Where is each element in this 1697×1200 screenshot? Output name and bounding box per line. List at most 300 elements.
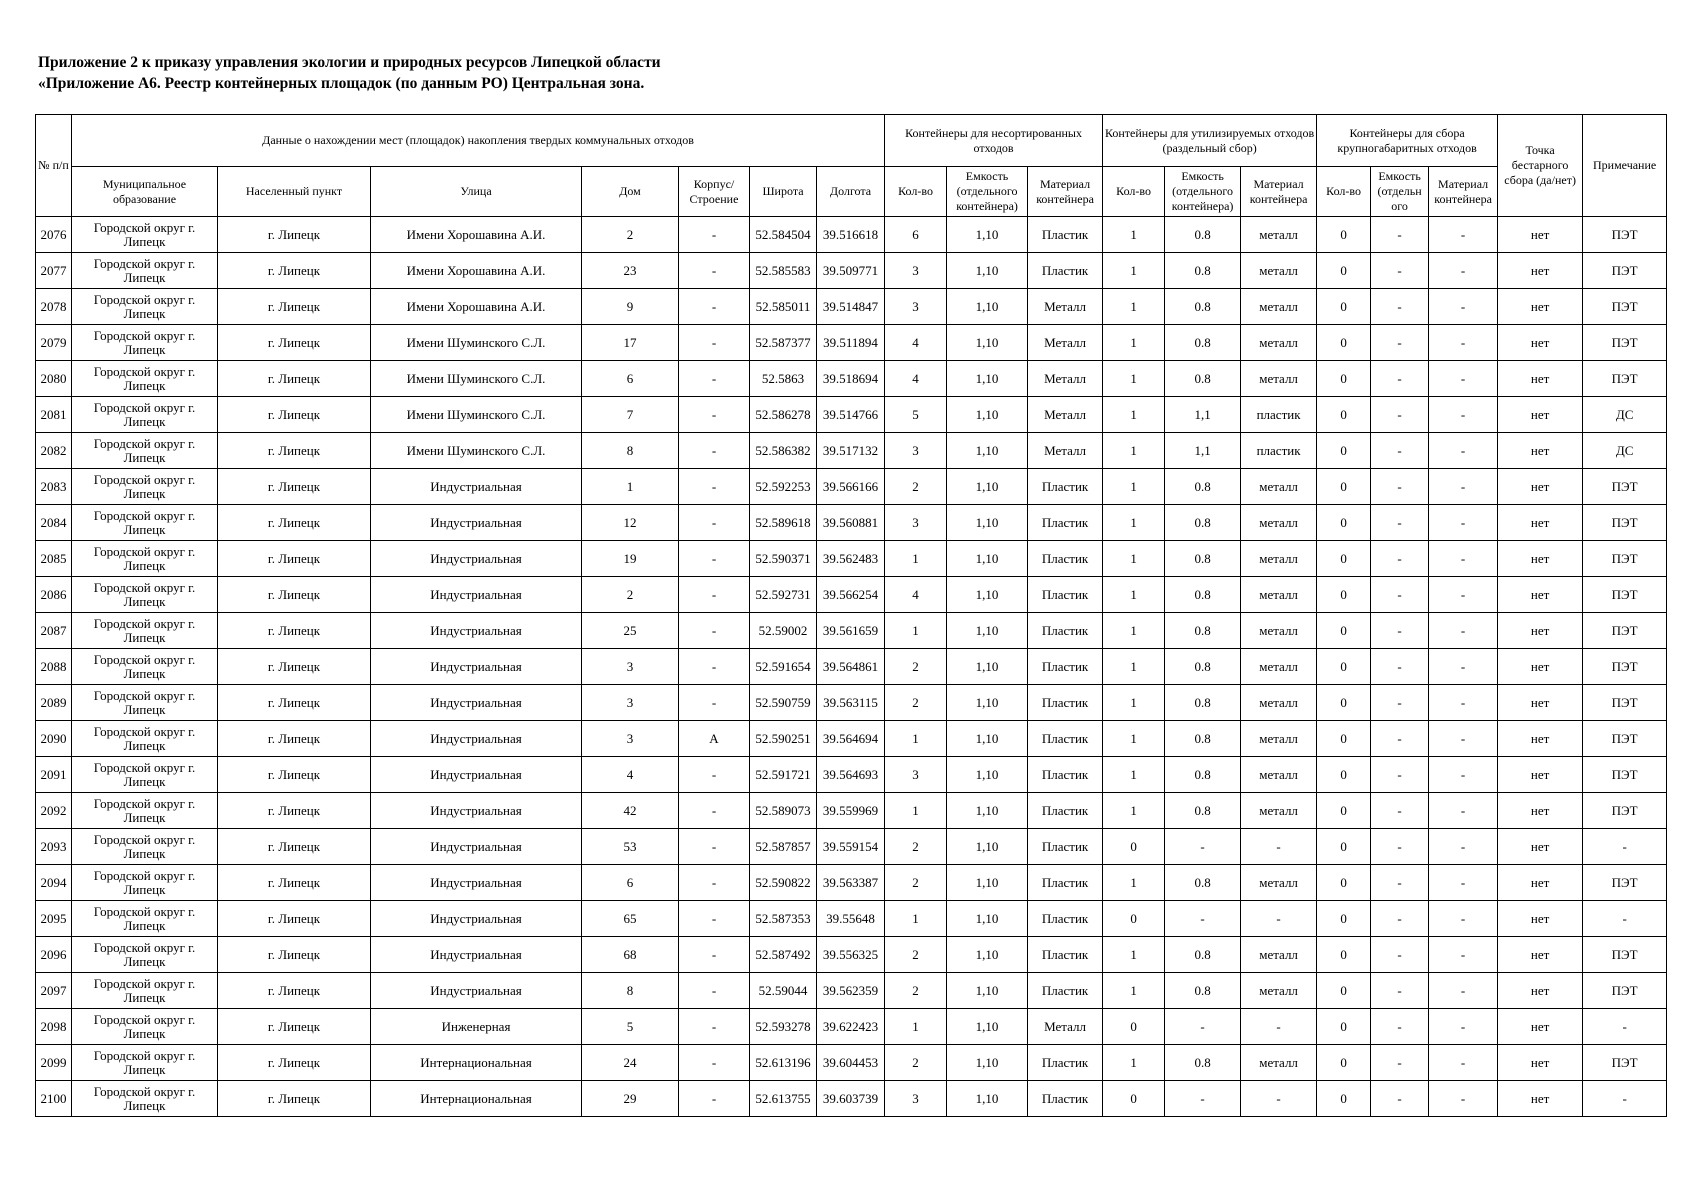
- note-cell: ПЭТ: [1583, 865, 1667, 901]
- row-number: 2100: [36, 1081, 72, 1117]
- bulky-count-cell: 0: [1317, 217, 1371, 253]
- unsorted-capacity-cell: 1,10: [947, 721, 1028, 757]
- unsorted-count-cell: 3: [885, 505, 947, 541]
- recycled-count-cell: 1: [1103, 757, 1165, 793]
- bulky-capacity-cell: -: [1371, 1045, 1429, 1081]
- recycled-material-cell: пластик: [1241, 397, 1317, 433]
- row-number: 2093: [36, 829, 72, 865]
- unsorted-count-cell: 2: [885, 685, 947, 721]
- bulky-material-cell: -: [1429, 289, 1498, 325]
- header-unsorted-material: Материал контейнера: [1028, 167, 1103, 217]
- table-row: [36, 325, 1667, 361]
- settlement-cell: г. Липецк: [218, 649, 371, 685]
- street-cell: Индустриальная: [371, 505, 582, 541]
- settlement-cell: г. Липецк: [218, 361, 371, 397]
- bagless-cell: нет: [1498, 793, 1583, 829]
- unsorted-count-cell: 2: [885, 1045, 947, 1081]
- recycled-material-cell: металл: [1241, 865, 1317, 901]
- row-number: 2092: [36, 793, 72, 829]
- row-number: 2091: [36, 757, 72, 793]
- municipality-cell: Городской округ г. Липецк: [72, 217, 218, 253]
- header-street: Улица: [371, 167, 582, 217]
- settlement-cell: г. Липецк: [218, 217, 371, 253]
- unsorted-capacity-cell: 1,10: [947, 1009, 1028, 1045]
- note-cell: ДС: [1583, 433, 1667, 469]
- bulky-capacity-cell: -: [1371, 793, 1429, 829]
- note-cell: ПЭТ: [1583, 217, 1667, 253]
- latitude-cell: 52.613755: [750, 1081, 817, 1117]
- recycled-capacity-cell: 0.8: [1165, 505, 1241, 541]
- bagless-cell: нет: [1498, 289, 1583, 325]
- recycled-capacity-cell: 0.8: [1165, 793, 1241, 829]
- table-row: [36, 289, 1667, 325]
- table-row: [36, 721, 1667, 757]
- bagless-cell: нет: [1498, 865, 1583, 901]
- unsorted-material-cell: Металл: [1028, 433, 1103, 469]
- unsorted-count-cell: 4: [885, 325, 947, 361]
- unsorted-material-cell: Пластик: [1028, 721, 1103, 757]
- bulky-material-cell: -: [1429, 757, 1498, 793]
- bulky-capacity-cell: -: [1371, 505, 1429, 541]
- settlement-cell: г. Липецк: [218, 289, 371, 325]
- bulky-material-cell: -: [1429, 613, 1498, 649]
- bulky-capacity-cell: -: [1371, 289, 1429, 325]
- row-number: 2099: [36, 1045, 72, 1081]
- header-bulky-capacity: Емкость (отдельн ого: [1371, 167, 1429, 217]
- municipality-cell: Городской округ г. Липецк: [72, 1009, 218, 1045]
- unsorted-count-cell: 1: [885, 793, 947, 829]
- bulky-capacity-cell: -: [1371, 973, 1429, 1009]
- latitude-cell: 52.585011: [750, 289, 817, 325]
- recycled-count-cell: 1: [1103, 217, 1165, 253]
- recycled-capacity-cell: 0.8: [1165, 865, 1241, 901]
- bagless-cell: нет: [1498, 649, 1583, 685]
- unsorted-material-cell: Пластик: [1028, 829, 1103, 865]
- municipality-cell: Городской округ г. Липецк: [72, 613, 218, 649]
- building-cell: -: [679, 685, 750, 721]
- bagless-cell: нет: [1498, 361, 1583, 397]
- header-num: № п/п: [36, 115, 72, 217]
- unsorted-count-cell: 3: [885, 253, 947, 289]
- row-number: 2095: [36, 901, 72, 937]
- header-unsorted-group: Контейнеры для несортированных отходов: [885, 115, 1103, 167]
- unsorted-count-cell: 3: [885, 1081, 947, 1117]
- house-cell: 9: [582, 289, 679, 325]
- house-cell: 3: [582, 649, 679, 685]
- header-recycled-group: Контейнеры для утилизируемых отходов (раздельный сбор): [1103, 115, 1317, 167]
- house-cell: 3: [582, 685, 679, 721]
- longitude-cell: 39.563387: [817, 865, 885, 901]
- note-cell: ПЭТ: [1583, 505, 1667, 541]
- container-registry-table: [35, 114, 1667, 1117]
- longitude-cell: 39.562359: [817, 973, 885, 1009]
- unsorted-capacity-cell: 1,10: [947, 325, 1028, 361]
- note-cell: -: [1583, 829, 1667, 865]
- recycled-count-cell: 1: [1103, 721, 1165, 757]
- house-cell: 65: [582, 901, 679, 937]
- recycled-capacity-cell: 0.8: [1165, 937, 1241, 973]
- unsorted-capacity-cell: 1,10: [947, 649, 1028, 685]
- unsorted-material-cell: Пластик: [1028, 217, 1103, 253]
- settlement-cell: г. Липецк: [218, 721, 371, 757]
- note-cell: ПЭТ: [1583, 793, 1667, 829]
- bulky-capacity-cell: -: [1371, 829, 1429, 865]
- unsorted-count-cell: 2: [885, 829, 947, 865]
- unsorted-material-cell: Металл: [1028, 397, 1103, 433]
- unsorted-capacity-cell: 1,10: [947, 541, 1028, 577]
- recycled-count-cell: 1: [1103, 361, 1165, 397]
- note-cell: -: [1583, 1081, 1667, 1117]
- unsorted-capacity-cell: 1,10: [947, 757, 1028, 793]
- row-number: 2079: [36, 325, 72, 361]
- recycled-count-cell: 1: [1103, 397, 1165, 433]
- table-row: [36, 253, 1667, 289]
- building-cell: -: [679, 649, 750, 685]
- building-cell: -: [679, 1045, 750, 1081]
- bulky-count-cell: 0: [1317, 1045, 1371, 1081]
- longitude-cell: 39.561659: [817, 613, 885, 649]
- street-cell: Имени Шуминского С.Л.: [371, 433, 582, 469]
- row-number: 2078: [36, 289, 72, 325]
- note-cell: ПЭТ: [1583, 685, 1667, 721]
- bulky-material-cell: -: [1429, 505, 1498, 541]
- row-number: 2085: [36, 541, 72, 577]
- row-number: 2086: [36, 577, 72, 613]
- recycled-count-cell: 1: [1103, 289, 1165, 325]
- building-cell: -: [679, 217, 750, 253]
- note-cell: ПЭТ: [1583, 325, 1667, 361]
- table-row: [36, 973, 1667, 1009]
- note-cell: ПЭТ: [1583, 577, 1667, 613]
- bulky-count-cell: 0: [1317, 721, 1371, 757]
- bulky-capacity-cell: -: [1371, 577, 1429, 613]
- row-number: 2098: [36, 1009, 72, 1045]
- longitude-cell: 39.564694: [817, 721, 885, 757]
- unsorted-count-cell: 1: [885, 541, 947, 577]
- document-title: [38, 52, 661, 94]
- building-cell: -: [679, 829, 750, 865]
- bulky-count-cell: 0: [1317, 1081, 1371, 1117]
- latitude-cell: 52.591721: [750, 757, 817, 793]
- recycled-capacity-cell: 0.8: [1165, 217, 1241, 253]
- recycled-capacity-cell: 0.8: [1165, 973, 1241, 1009]
- recycled-count-cell: 1: [1103, 865, 1165, 901]
- settlement-cell: г. Липецк: [218, 901, 371, 937]
- recycled-material-cell: металл: [1241, 793, 1317, 829]
- bulky-count-cell: 0: [1317, 685, 1371, 721]
- recycled-count-cell: 0: [1103, 829, 1165, 865]
- municipality-cell: Городской округ г. Липецк: [72, 973, 218, 1009]
- bulky-material-cell: -: [1429, 685, 1498, 721]
- bulky-count-cell: 0: [1317, 505, 1371, 541]
- municipality-cell: Городской округ г. Липецк: [72, 901, 218, 937]
- note-cell: ПЭТ: [1583, 361, 1667, 397]
- table-row: [36, 577, 1667, 613]
- house-cell: 23: [582, 253, 679, 289]
- house-cell: 7: [582, 397, 679, 433]
- bulky-count-cell: 0: [1317, 325, 1371, 361]
- latitude-cell: 52.584504: [750, 217, 817, 253]
- unsorted-count-cell: 4: [885, 361, 947, 397]
- bulky-count-cell: 0: [1317, 397, 1371, 433]
- header-bulky-count: Кол-во: [1317, 167, 1371, 217]
- row-number: 2089: [36, 685, 72, 721]
- bulky-capacity-cell: -: [1371, 361, 1429, 397]
- recycled-capacity-cell: -: [1165, 1009, 1241, 1045]
- note-cell: ПЭТ: [1583, 253, 1667, 289]
- recycled-count-cell: 1: [1103, 973, 1165, 1009]
- table-row: [36, 1081, 1667, 1117]
- longitude-cell: 39.566166: [817, 469, 885, 505]
- latitude-cell: 52.59002: [750, 613, 817, 649]
- recycled-material-cell: металл: [1241, 505, 1317, 541]
- unsorted-capacity-cell: 1,10: [947, 433, 1028, 469]
- unsorted-capacity-cell: 1,10: [947, 613, 1028, 649]
- street-cell: Индустриальная: [371, 469, 582, 505]
- bulky-count-cell: 0: [1317, 901, 1371, 937]
- unsorted-count-cell: 3: [885, 433, 947, 469]
- bulky-material-cell: -: [1429, 1009, 1498, 1045]
- recycled-material-cell: металл: [1241, 289, 1317, 325]
- street-cell: Индустриальная: [371, 865, 582, 901]
- unsorted-material-cell: Пластик: [1028, 577, 1103, 613]
- latitude-cell: 52.587857: [750, 829, 817, 865]
- recycled-material-cell: металл: [1241, 325, 1317, 361]
- table-row: [36, 937, 1667, 973]
- bagless-cell: нет: [1498, 685, 1583, 721]
- municipality-cell: Городской округ г. Липецк: [72, 721, 218, 757]
- bulky-count-cell: 0: [1317, 793, 1371, 829]
- recycled-count-cell: 1: [1103, 253, 1165, 289]
- bulky-count-cell: 0: [1317, 289, 1371, 325]
- unsorted-material-cell: Пластик: [1028, 613, 1103, 649]
- recycled-count-cell: 1: [1103, 325, 1165, 361]
- unsorted-count-cell: 1: [885, 613, 947, 649]
- unsorted-capacity-cell: 1,10: [947, 397, 1028, 433]
- street-cell: Интернациональная: [371, 1045, 582, 1081]
- bulky-material-cell: -: [1429, 973, 1498, 1009]
- row-number: 2076: [36, 217, 72, 253]
- recycled-count-cell: 1: [1103, 649, 1165, 685]
- longitude-cell: 39.622423: [817, 1009, 885, 1045]
- unsorted-material-cell: Пластик: [1028, 937, 1103, 973]
- street-cell: Индустриальная: [371, 829, 582, 865]
- settlement-cell: г. Липецк: [218, 541, 371, 577]
- bulky-capacity-cell: -: [1371, 721, 1429, 757]
- municipality-cell: Городской округ г. Липецк: [72, 757, 218, 793]
- bulky-material-cell: -: [1429, 793, 1498, 829]
- recycled-capacity-cell: 0.8: [1165, 1045, 1241, 1081]
- recycled-material-cell: металл: [1241, 361, 1317, 397]
- building-cell: -: [679, 937, 750, 973]
- unsorted-capacity-cell: 1,10: [947, 253, 1028, 289]
- header-lat: Широта: [750, 167, 817, 217]
- recycled-material-cell: металл: [1241, 217, 1317, 253]
- bulky-material-cell: -: [1429, 397, 1498, 433]
- municipality-cell: Городской округ г. Липецк: [72, 829, 218, 865]
- table-row: [36, 829, 1667, 865]
- latitude-cell: 52.590759: [750, 685, 817, 721]
- bagless-cell: нет: [1498, 829, 1583, 865]
- recycled-material-cell: металл: [1241, 757, 1317, 793]
- unsorted-count-cell: 5: [885, 397, 947, 433]
- building-cell: -: [679, 973, 750, 1009]
- bulky-capacity-cell: -: [1371, 865, 1429, 901]
- unsorted-material-cell: Пластик: [1028, 505, 1103, 541]
- unsorted-capacity-cell: 1,10: [947, 289, 1028, 325]
- street-cell: Индустриальная: [371, 649, 582, 685]
- header-bagless: Точка бестарного сбора (да/нет): [1498, 115, 1583, 217]
- bulky-material-cell: -: [1429, 721, 1498, 757]
- street-cell: Имени Шуминского С.Л.: [371, 325, 582, 361]
- settlement-cell: г. Липецк: [218, 1081, 371, 1117]
- settlement-cell: г. Липецк: [218, 1045, 371, 1081]
- longitude-cell: 39.603739: [817, 1081, 885, 1117]
- recycled-capacity-cell: 1,1: [1165, 397, 1241, 433]
- unsorted-capacity-cell: 1,10: [947, 901, 1028, 937]
- header-bulky-material: Материал контейнера: [1429, 167, 1498, 217]
- settlement-cell: г. Липецк: [218, 685, 371, 721]
- bagless-cell: нет: [1498, 901, 1583, 937]
- latitude-cell: 52.587492: [750, 937, 817, 973]
- bulky-capacity-cell: -: [1371, 217, 1429, 253]
- header-recycled-count: Кол-во: [1103, 167, 1165, 217]
- building-cell: -: [679, 289, 750, 325]
- bagless-cell: нет: [1498, 397, 1583, 433]
- recycled-count-cell: 1: [1103, 1045, 1165, 1081]
- table-row: [36, 685, 1667, 721]
- bagless-cell: нет: [1498, 217, 1583, 253]
- latitude-cell: 52.591654: [750, 649, 817, 685]
- house-cell: 17: [582, 325, 679, 361]
- house-cell: 4: [582, 757, 679, 793]
- unsorted-capacity-cell: 1,10: [947, 361, 1028, 397]
- unsorted-capacity-cell: 1,10: [947, 793, 1028, 829]
- street-cell: Индустриальная: [371, 541, 582, 577]
- house-cell: 12: [582, 505, 679, 541]
- bulky-count-cell: 0: [1317, 541, 1371, 577]
- bulky-capacity-cell: -: [1371, 397, 1429, 433]
- house-cell: 19: [582, 541, 679, 577]
- bulky-count-cell: 0: [1317, 757, 1371, 793]
- header-bulky-group: Контейнеры для сбора крупногабаритных отходов: [1317, 115, 1498, 167]
- recycled-material-cell: металл: [1241, 469, 1317, 505]
- recycled-material-cell: металл: [1241, 541, 1317, 577]
- longitude-cell: 39.566254: [817, 577, 885, 613]
- street-cell: Интернациональная: [371, 1081, 582, 1117]
- note-cell: -: [1583, 1009, 1667, 1045]
- latitude-cell: 52.5863: [750, 361, 817, 397]
- longitude-cell: 39.518694: [817, 361, 885, 397]
- building-cell: -: [679, 361, 750, 397]
- municipality-cell: Городской округ г. Липецк: [72, 289, 218, 325]
- unsorted-count-cell: 6: [885, 217, 947, 253]
- row-number: 2097: [36, 973, 72, 1009]
- unsorted-count-cell: 2: [885, 469, 947, 505]
- bulky-material-cell: -: [1429, 865, 1498, 901]
- note-cell: ПЭТ: [1583, 757, 1667, 793]
- recycled-capacity-cell: 0.8: [1165, 469, 1241, 505]
- municipality-cell: Городской округ г. Липецк: [72, 793, 218, 829]
- municipality-cell: Городской округ г. Липецк: [72, 397, 218, 433]
- building-cell: -: [679, 433, 750, 469]
- longitude-cell: 39.517132: [817, 433, 885, 469]
- bagless-cell: нет: [1498, 973, 1583, 1009]
- bulky-capacity-cell: -: [1371, 469, 1429, 505]
- bulky-material-cell: -: [1429, 577, 1498, 613]
- bagless-cell: нет: [1498, 505, 1583, 541]
- bulky-material-cell: -: [1429, 649, 1498, 685]
- settlement-cell: г. Липецк: [218, 505, 371, 541]
- recycled-material-cell: металл: [1241, 973, 1317, 1009]
- recycled-count-cell: 0: [1103, 1009, 1165, 1045]
- building-cell: -: [679, 1081, 750, 1117]
- bulky-material-cell: -: [1429, 937, 1498, 973]
- recycled-capacity-cell: 0.8: [1165, 721, 1241, 757]
- settlement-cell: г. Липецк: [218, 397, 371, 433]
- latitude-cell: 52.613196: [750, 1045, 817, 1081]
- unsorted-material-cell: Металл: [1028, 361, 1103, 397]
- municipality-cell: Городской округ г. Липецк: [72, 1081, 218, 1117]
- header-recycled-material: Материал контейнера: [1241, 167, 1317, 217]
- note-cell: ПЭТ: [1583, 937, 1667, 973]
- header-recycled-capacity: Емкость (отдельного контейнера): [1165, 167, 1241, 217]
- longitude-cell: 39.516618: [817, 217, 885, 253]
- bulky-count-cell: 0: [1317, 361, 1371, 397]
- longitude-cell: 39.556325: [817, 937, 885, 973]
- settlement-cell: г. Липецк: [218, 793, 371, 829]
- unsorted-capacity-cell: 1,10: [947, 685, 1028, 721]
- settlement-cell: г. Липецк: [218, 829, 371, 865]
- unsorted-capacity-cell: 1,10: [947, 865, 1028, 901]
- latitude-cell: 52.589073: [750, 793, 817, 829]
- bulky-material-cell: -: [1429, 901, 1498, 937]
- street-cell: Имени Хорошавина А.И.: [371, 289, 582, 325]
- house-cell: 24: [582, 1045, 679, 1081]
- building-cell: -: [679, 397, 750, 433]
- unsorted-count-cell: 1: [885, 901, 947, 937]
- recycled-material-cell: металл: [1241, 685, 1317, 721]
- table-row: [36, 361, 1667, 397]
- municipality-cell: Городской округ г. Липецк: [72, 649, 218, 685]
- unsorted-capacity-cell: 1,10: [947, 217, 1028, 253]
- recycled-capacity-cell: 1,1: [1165, 433, 1241, 469]
- note-cell: ПЭТ: [1583, 721, 1667, 757]
- building-cell: -: [679, 325, 750, 361]
- street-cell: Индустриальная: [371, 577, 582, 613]
- bulky-capacity-cell: -: [1371, 757, 1429, 793]
- longitude-cell: 39.509771: [817, 253, 885, 289]
- row-number: 2083: [36, 469, 72, 505]
- row-number: 2090: [36, 721, 72, 757]
- header-settlement: Населенный пункт: [218, 167, 371, 217]
- bagless-cell: нет: [1498, 577, 1583, 613]
- bulky-material-cell: -: [1429, 541, 1498, 577]
- bulky-capacity-cell: -: [1371, 1009, 1429, 1045]
- building-cell: -: [679, 901, 750, 937]
- unsorted-material-cell: Пластик: [1028, 901, 1103, 937]
- bagless-cell: нет: [1498, 433, 1583, 469]
- house-cell: 5: [582, 1009, 679, 1045]
- recycled-capacity-cell: 0.8: [1165, 325, 1241, 361]
- header-unsorted-capacity: Емкость (отдельного контейнера): [947, 167, 1028, 217]
- unsorted-material-cell: Пластик: [1028, 865, 1103, 901]
- street-cell: Имени Шуминского С.Л.: [371, 361, 582, 397]
- building-cell: -: [679, 469, 750, 505]
- longitude-cell: 39.604453: [817, 1045, 885, 1081]
- longitude-cell: 39.559969: [817, 793, 885, 829]
- bagless-cell: нет: [1498, 541, 1583, 577]
